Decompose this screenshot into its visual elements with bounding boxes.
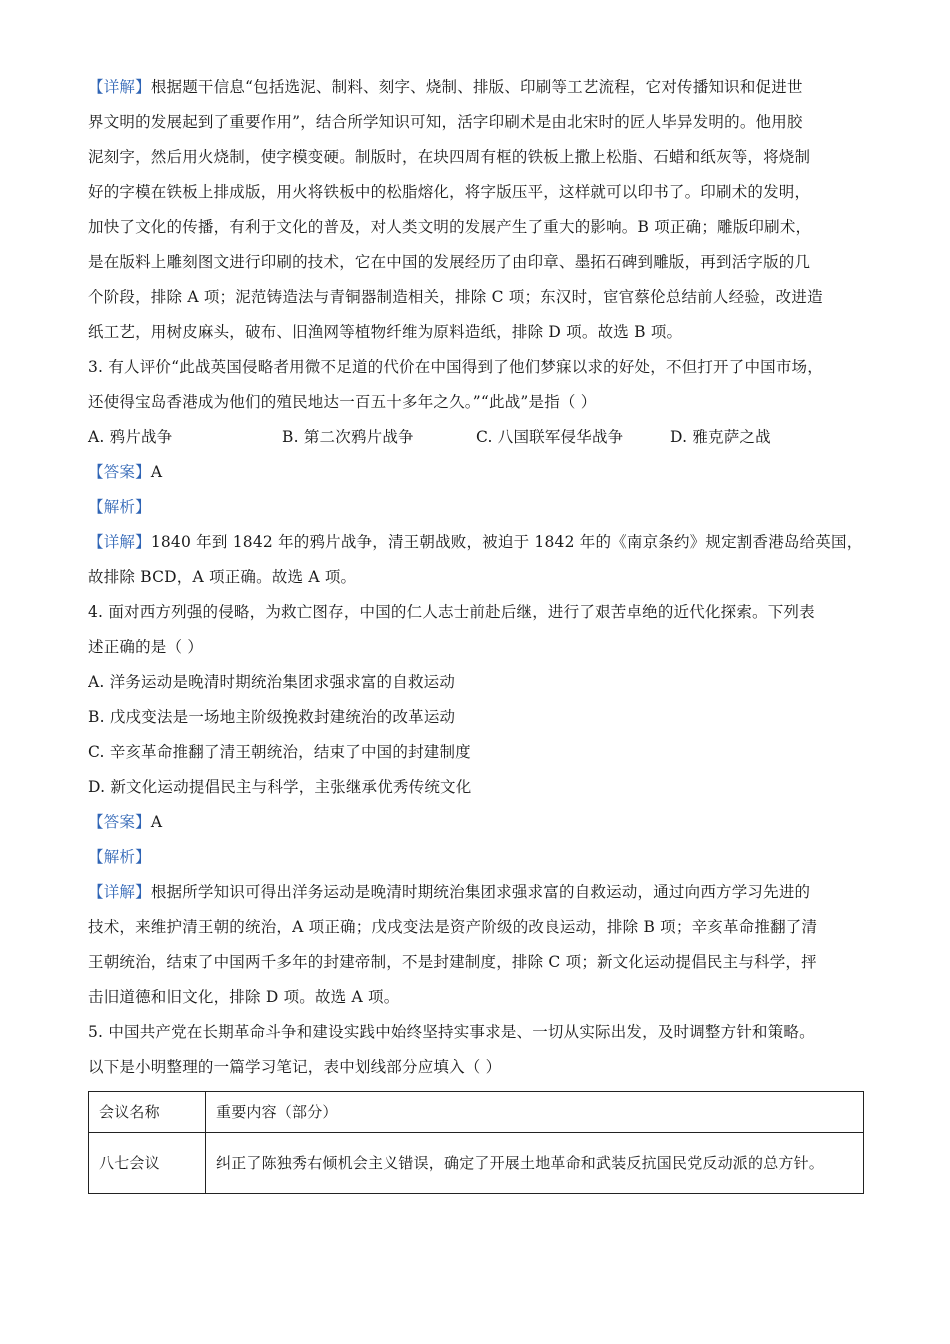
q3-answer: [88, 455, 864, 490]
q4-stem-line: 述正确的是（ ）: [88, 638, 204, 656]
q3-analysis: [88, 490, 864, 525]
q3-options: [88, 420, 864, 455]
q3-detail-line: 故排除 BCD，A 项正确。故选 A 项。: [88, 568, 357, 586]
q2-detail-line: 好的字模在铁板上排成版，用火将铁板中的松脂熔化，将字版压平，这样就可以印书了。印刷术的发明，: [88, 183, 811, 201]
q4-detail-line: 击旧道德和旧文化，排除 D 项。故选 A 项。: [88, 988, 400, 1006]
detail-tag: 【详解】: [88, 883, 151, 901]
q3-stem: [88, 350, 864, 420]
answer-tag: 【答案】: [88, 463, 151, 481]
document-page: [88, 70, 864, 1194]
q3-answer-value: A: [150, 463, 163, 481]
q5-stem-line: 以下是小明整理的一篇学习笔记，表中划线部分应填入（ ）: [88, 1058, 502, 1076]
q4-option-c: C. 辛亥革命推翻了清王朝统治，结束了中国的封建制度: [88, 743, 471, 761]
q2-detail-line: 纸工艺，用树皮麻头，破布、旧渔网等植物纤维为原料造纸，排除 D 项。故选 B 项。: [88, 323, 683, 341]
q4-analysis: [88, 840, 864, 875]
q4-detail-line: 技术，来维护清王朝的统治，A 项正确；戊戌变法是资产阶级的改良运动，排除 B 项；辛亥革命推翻了清: [88, 918, 818, 936]
q2-detail-line: 泥刻字，然后用火烧制，使字模变硬。制版时，在块四周有框的铁板上撒上松脂、石蜡和纸灰等，将烧制: [88, 148, 811, 166]
table-row: [89, 1133, 864, 1194]
table-header-cell: 重要内容（部分）: [206, 1092, 864, 1133]
q4-detail-paragraph: [88, 875, 864, 1015]
q2-detail-line: 加快了文化的传播，有利于文化的普及，对人类文明的发展产生了重大的影响。B 项正确；雕版印刷术，: [88, 218, 812, 236]
table-cell-content: 纠正了陈独秀右倾机会主义错误，确定了开展土地革命和武装反抗国民党反动派的总方针。: [206, 1133, 864, 1194]
detail-tag: 【详解】: [88, 533, 151, 551]
q2-detail-line: 界文明的发展起到了重要作用”，结合所学知识可知，活字印刷术是由北宋时的匠人毕异发明的。他用胶: [88, 113, 803, 131]
q3-detail-line: 【详解】1840 年到 1842 年的鸦片战争，清王朝战败，被迫于 1842 年的《南京条约》规定割香港岛给英国，: [88, 533, 863, 551]
q3-detail-paragraph: [88, 525, 864, 595]
analysis-tag: 【解析】: [88, 848, 151, 866]
q4-answer: [88, 805, 864, 840]
q2-detail-line: 是在版料上雕刻图文进行印刷的技术，它在中国的发展经历了由印章、墨拓石碑到雕版，再到活字版的几: [88, 253, 811, 271]
table-cell-meeting: 八七会议: [89, 1133, 206, 1194]
q4-option-d: D. 新文化运动提倡民主与科学，主张继承优秀传统文化: [88, 778, 472, 796]
q4-option-b: B. 戊戌变法是一场地主阶级挽救封建统治的改革运动: [88, 708, 456, 726]
study-notes-table: [88, 1091, 864, 1194]
q4-stem-line: 4. 面对西方列强的侵略，为救亡图存，中国的仁人志士前赴后继，进行了艰苦卓绝的近代化探索。下列表: [88, 603, 815, 621]
q5-stem-line: 5. 中国共产党在长期革命斗争和建设实践中始终坚持实事求是、一切从实际出发，及时调整方针和策略。: [88, 1023, 815, 1041]
q4-option-a: A. 洋务运动是晚清时期统治集团求强求富的自救运动: [88, 673, 456, 691]
q2-detail-paragraph: [88, 70, 864, 350]
answer-tag: 【答案】: [88, 813, 151, 831]
detail-tag: 【详解】: [88, 78, 151, 96]
analysis-tag: 【解析】: [88, 498, 151, 516]
q3-option-d: D. 雅克萨之战: [670, 428, 771, 446]
q4-detail-line: 【详解】根据所学知识可得出洋务运动是晚清时期统治集团求强求富的自救运动，通过向西方学习先进的: [88, 883, 811, 901]
q4-detail-line: 王朝统治，结束了中国两千多年的封建帝制，不是封建制度，排除 C 项；新文化运动提倡民主与科学，抨: [88, 953, 817, 971]
q3-stem-line: 3. 有人评价“此战英国侵略者用微不足道的代价在中国得到了他们梦寐以求的好处，不但打开了中国市场，: [88, 358, 823, 376]
table-header-row: [89, 1092, 864, 1133]
q3-option-c: C. 八国联军侵华战争: [476, 428, 624, 446]
table-header-cell: 会议名称: [89, 1092, 206, 1133]
q5-stem: [88, 1015, 864, 1085]
q2-detail-line: 个阶段，排除 A 项；泥范铸造法与青铜器制造相关，排除 C 项；东汉时，宦官蔡伦总结前人经验，改进造: [88, 288, 823, 306]
q2-detail-line: 【详解】根据题干信息“包括选泥、制料、刻字、烧制、排版、印刷等工艺流程，它对传播知识和促进世: [88, 78, 803, 96]
q4-answer-value: A: [150, 813, 163, 831]
q3-stem-line: 还使得宝岛香港成为他们的殖民地达一百五十多年之久。”“此战”是指（ ）: [88, 393, 597, 411]
q4-stem: [88, 595, 864, 665]
q3-option-b: B. 第二次鸦片战争: [282, 428, 414, 446]
q3-option-a: A. 鸦片战争: [88, 428, 173, 446]
